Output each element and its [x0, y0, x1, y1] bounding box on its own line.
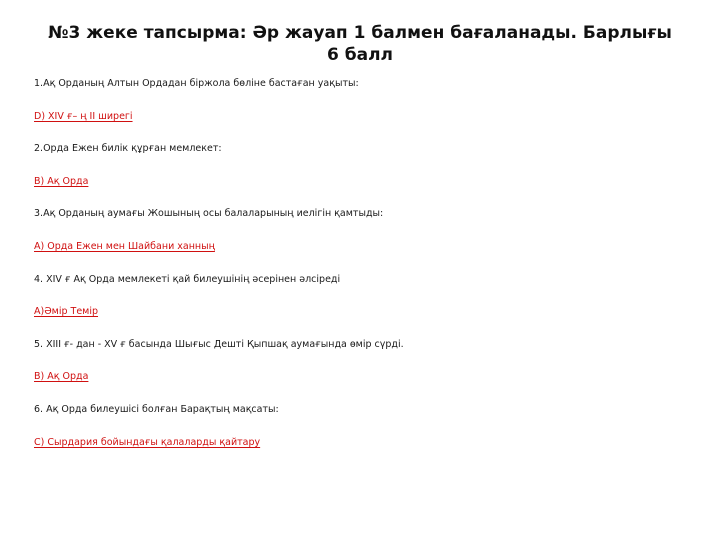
question-1: 1.Ақ Орданың Алтын Ордадан біржола бөліне бастаған уақыты:	[34, 78, 359, 89]
answer-2: B) Ақ Орда	[34, 175, 89, 187]
question-6: 6. Ақ Орда билеушісі болған Барақтың мақсаты:	[34, 403, 279, 415]
slide-title: №3 жеке тапсырма: Әр жауап 1 балмен бағаланады. Барлығы 6 балл	[48, 23, 672, 65]
answer-4: A)Әмір Темір	[34, 306, 99, 318]
question-5: 5. XIII ғ- дан - XV ғ басында Шығыс Дешті Қыпшақ аумағында өмір сүрді.	[34, 338, 404, 350]
question-4: 4. XIV ғ Ақ Орда мемлекеті қай билеушінің әсерінен әлсіреді	[34, 273, 341, 285]
answer-5: B) Ақ Орда	[34, 371, 89, 383]
question-3: 3.Ақ Орданың аумағы Жошының осы балаларының иелігін қамтыды:	[34, 208, 384, 220]
question-2: 2.Орда Ежен билік құрған мемлекет:	[34, 143, 222, 155]
question-list	[34, 77, 694, 468]
answer-1: D) XIV ғ– ң II ширегі	[34, 110, 133, 122]
answer-6: C) Сырдария бойындағы қалаларды қайтару	[34, 436, 261, 448]
answer-3: A) Орда Ежен мен Шайбани ханның	[34, 240, 215, 252]
